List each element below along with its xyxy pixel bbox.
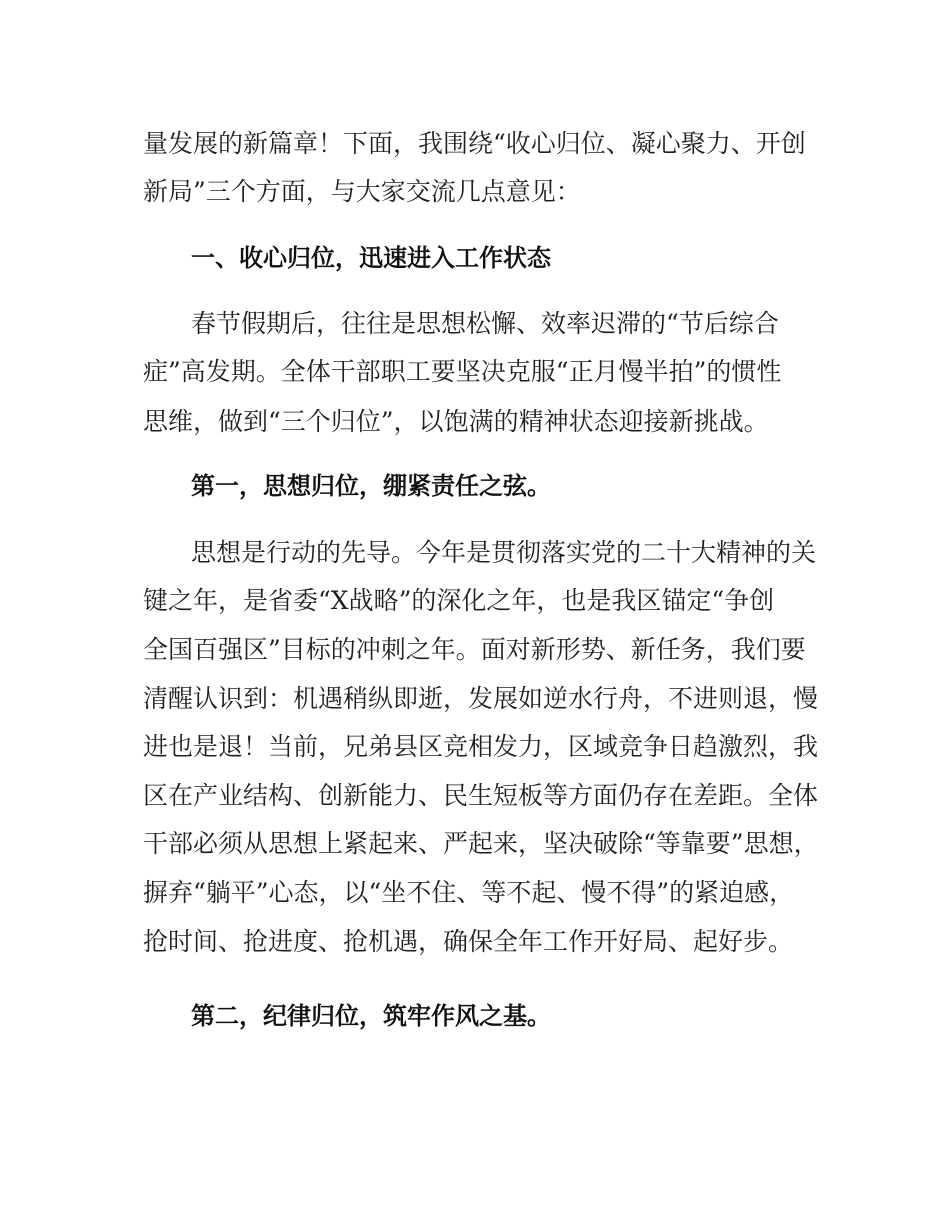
section-1-paragraph-line-2: 症”高发期。全体干部职工要坚决克服“正月慢半拍”的惯性 — [143, 357, 782, 386]
intro-line-1: 量发展的新篇章！下面，我围绕“收心归位、凝心聚力、开创 — [143, 129, 806, 158]
section-1-paragraph-line-1: 春节假期后，往往是思想松懈、效率迟滞的“节后综合 — [191, 309, 779, 338]
point-1-paragraph-line-9: 抢时间、抢进度、抢机遇，确保全年工作开好局、起好步。 — [143, 927, 794, 956]
point-1-paragraph-line-8: 摒弃“躺平”心态，以“坐不住、等不起、慢不得”的紧迫感， — [143, 878, 795, 907]
section-1-heading: 一、收心归位，迅速进入工作状态 — [191, 244, 551, 272]
point-1-paragraph-line-1: 思想是行动的先导。今年是贯彻落实党的二十大精神的关 — [191, 538, 817, 567]
point-1-paragraph-line-4: 清醒认识到：机遇稍纵即逝，发展如逆水行舟，不进则退，慢 — [143, 684, 819, 713]
point-1-paragraph-line-2: 键之年，是省委“X战略”的深化之年，也是我区锚定“争创 — [143, 586, 775, 615]
point-1-paragraph-line-5: 进也是退！当前，兄弟县区竞相发力，区域竞争日趋激烈，我 — [143, 732, 819, 761]
point-1-paragraph-line-3: 全国百强区”目标的冲刺之年。面对新形势、新任务，我们要 — [143, 635, 806, 664]
point-1-heading: 第一，思想归位，绷紧责任之弦。 — [191, 472, 551, 500]
point-1-paragraph-line-7: 干部必须从思想上紧起来、严起来，坚决破除“等靠要”思想， — [143, 829, 819, 858]
point-1-paragraph-line-6: 区在产业结构、创新能力、民生短板等方面仍存在差距。全体 — [143, 781, 819, 810]
point-2-heading: 第二，纪律归位，筑牢作风之基。 — [191, 1002, 551, 1030]
intro-line-2: 新局”三个方面，与大家交流几点意见： — [143, 177, 581, 206]
section-1-paragraph-line-3: 思维，做到“三个归位”，以饱满的精神状态迎接新挑战。 — [143, 407, 769, 436]
